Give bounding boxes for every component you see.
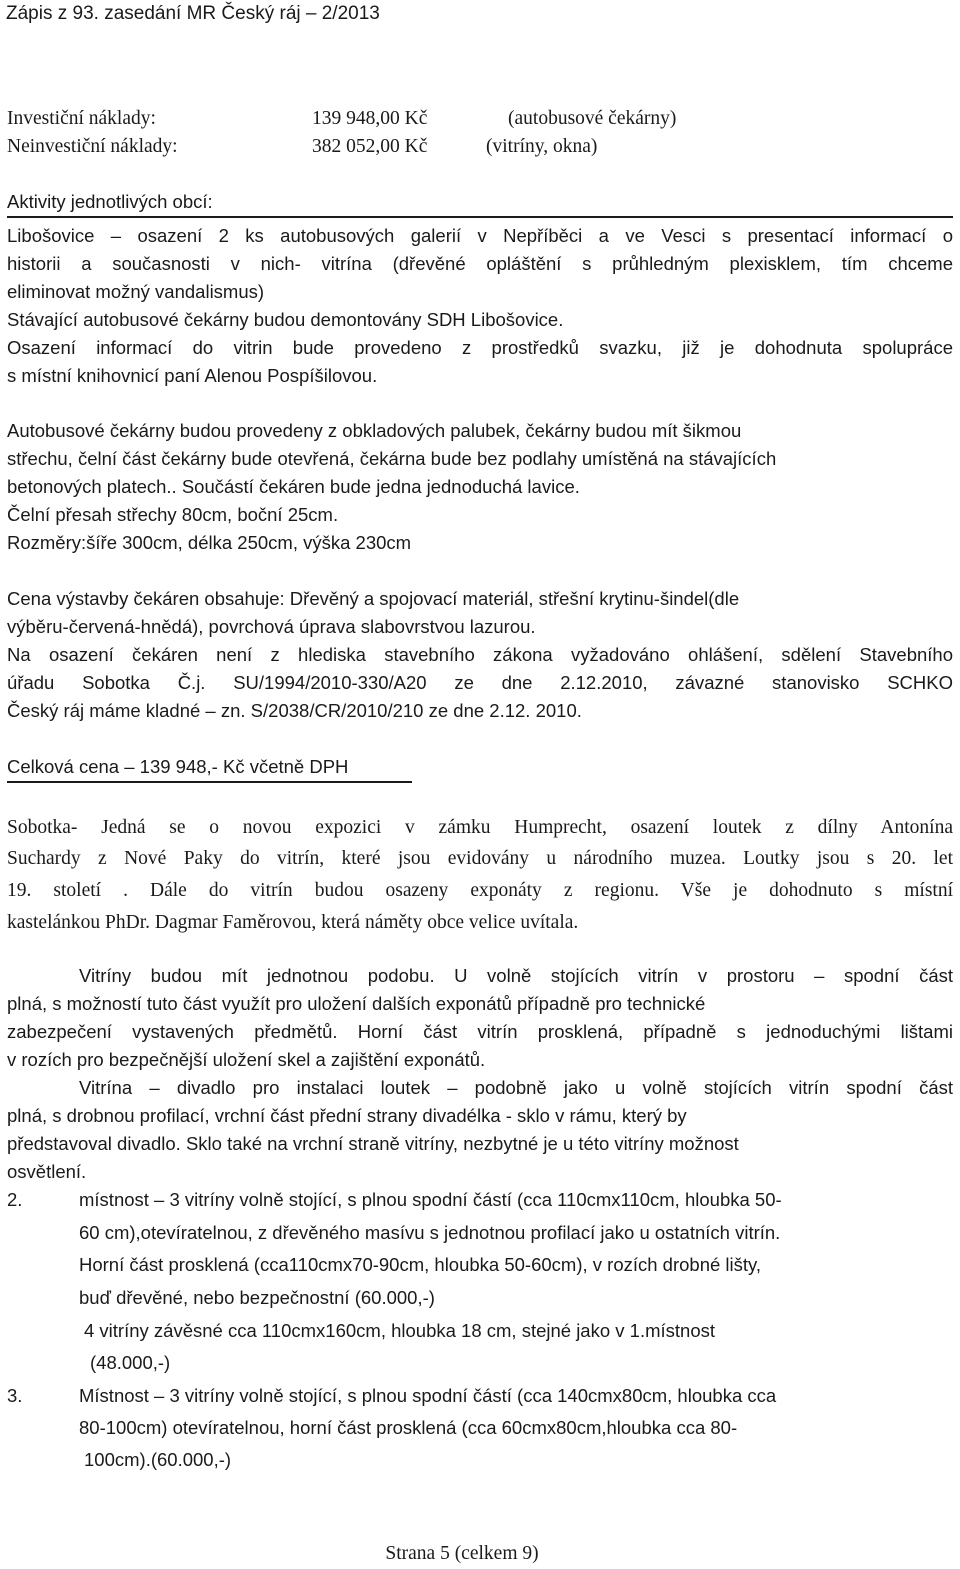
libosovice-line: Osazení informací do vitrin bude provedeno z prostředků svazku, již je dohodnuta spolupráce bbox=[7, 337, 953, 358]
price-line: výběru-červená-hnědá), povrchová úprava slabovrstvou lazurou. bbox=[7, 616, 536, 637]
shelters-line: střechu, čelní část čekárny bude otevřená, čekárna bude bez podlahy umístěná na stávajících bbox=[7, 448, 777, 469]
libosovice-line: s místní knihovnicí paní Alenou Pospíšilovou. bbox=[7, 365, 378, 386]
divadlo-line: představoval divadlo. Sklo také na vrchní straně vitríny, nezbytné je u této vitríny možnost bbox=[7, 1133, 739, 1154]
libosovice-line: Libošovice – osazení 2 ks autobusových galerií v Nepříběci a ve Vesci s presentací informací o bbox=[7, 225, 953, 246]
price-line: Na osazení čekáren není z hlediska stavebního zákona vyžadováno ohlášení, sdělení Stavebního bbox=[7, 644, 953, 665]
item2-line: (48.000,-) bbox=[90, 1352, 171, 1373]
price-line: Cena výstavby čekáren obsahuje: Dřevěný a spojovací materiál, střešní krytinu-šindel(dle bbox=[7, 588, 740, 609]
divadlo-line: Vitrína – divadlo pro instalaci loutek – podobně jako u volně stojících vitrín spodní část bbox=[79, 1077, 953, 1098]
sobotka-line: Suchardy z Nové Paky do vitrín, které jsou evidovány u národního muzea. Loutky jsou s 20. let bbox=[7, 848, 953, 869]
heading-underline-rule bbox=[7, 216, 953, 218]
vitriny-line: zabezpečení vystavených předmětů. Horní část vitrín prosklená, případně s jednoduchými lištami bbox=[7, 1021, 953, 1042]
investment-value: 139 948,00 Kč bbox=[312, 108, 428, 129]
price-line: úřadu Sobotka Č.j. SU/1994/2010-330/A20 ze dne 2.12.2010, závazné stanovisko SCHKO bbox=[7, 672, 953, 693]
item2-line: buď dřevěné, nebo bezpečnostní (60.000,-) bbox=[79, 1287, 435, 1308]
item2-line: místnost – 3 vitríny volně stojící, s plnou spodní částí (cca 110cmx110cm, hloubka 50- bbox=[79, 1189, 782, 1210]
vitriny-line: Vitríny budou mít jednotnou podobu. U volně stojících vitrín v prostoru – spodní část bbox=[79, 965, 953, 986]
libosovice-line: Stávající autobusové čekárny budou demontovány SDH Libošovice. bbox=[7, 309, 564, 330]
page-number-footer: Strana 5 (celkem 9) bbox=[385, 1543, 539, 1564]
libosovice-line: historii a současnosti v nich- vitrína (dřevěné opláštění s průhledným plexisklem, tím chceme bbox=[7, 253, 953, 274]
item2-line: 4 vitríny závěsné cca 110cmx160cm, hloubka 18 cm, stejné jako v 1.místnost bbox=[84, 1320, 716, 1341]
item3-line: 100cm).(60.000,-) bbox=[84, 1449, 232, 1470]
activities-heading: Aktivity jednotlivých obcí: bbox=[7, 191, 213, 212]
list-number: 3. bbox=[7, 1385, 23, 1406]
shelters-line: betonových platech.. Součástí čekáren bude jedna jednoduchá lavice. bbox=[7, 476, 580, 497]
noninvestment-note: (vitríny, okna) bbox=[486, 136, 598, 157]
libosovice-line: eliminovat možný vandalismus) bbox=[7, 281, 265, 302]
noninvestment-value: 382 052,00 Kč bbox=[312, 136, 428, 157]
divadlo-line: osvětlení. bbox=[7, 1161, 87, 1182]
item2-line: Horní část prosklená (cca110cmx70-90cm, hloubka 50-60cm), v rozích drobné lišty, bbox=[79, 1254, 762, 1275]
item2-line: 60 cm),otevíratelnou, z dřevěného masívu s jednotnou profilací jako u ostatních vitrín. bbox=[79, 1222, 781, 1243]
shelters-line: Čelní přesah střechy 80cm, boční 25cm. bbox=[7, 504, 339, 525]
total-price-underline bbox=[7, 781, 412, 783]
divadlo-line: plná, s drobnou profilací, vrchní část přední strany divadélka - sklo v rámu, který by bbox=[7, 1105, 687, 1126]
total-price: Celková cena – 139 948,- Kč včetně DPH bbox=[7, 756, 349, 777]
shelters-line: Rozměry:šíře 300cm, délka 250cm, výška 230cm bbox=[7, 532, 412, 553]
investment-note: (autobusové čekárny) bbox=[508, 108, 677, 129]
item3-line: 80-100cm) otevíratelnou, horní část prosklená (cca 60cmx80cm,hloubka cca 80- bbox=[79, 1417, 738, 1438]
noninvestment-label: Neinvestiční náklady: bbox=[7, 136, 178, 157]
vitriny-line: v rozích pro bezpečnější uložení skel a zajištění exponátů. bbox=[7, 1049, 486, 1070]
investment-label: Investiční náklady: bbox=[7, 108, 156, 129]
sobotka-line: 19. století . Dále do vitrín budou osazeny exponáty z regionu. Vše je dohodnuto s místní bbox=[7, 880, 953, 901]
page-header-title: Zápis z 93. zasedání MR Český ráj – 2/2013 bbox=[6, 3, 380, 24]
list-number: 2. bbox=[7, 1189, 23, 1210]
sobotka-line: kastelánkou PhDr. Dagmar Faměrovou, která náměty obce velice uvítala. bbox=[7, 912, 579, 933]
vitriny-line: plná, s možností tuto část využít pro uložení dalších exponátů případně pro technické bbox=[7, 993, 706, 1014]
price-line: Český ráj máme kladné – zn. S/2038/CR/2010/210 ze dne 2.12. 2010. bbox=[7, 700, 582, 721]
shelters-line: Autobusové čekárny budou provedeny z obkladových palubek, čekárny budou mít šikmou bbox=[7, 420, 742, 441]
item3-line: Místnost – 3 vitríny volně stojící, s plnou spodní částí (cca 140cmx80cm, hloubka cca bbox=[79, 1385, 777, 1406]
sobotka-line: Sobotka- Jedná se o novou expozici v zámku Humprecht, osazení loutek z dílny Antonína bbox=[7, 817, 953, 838]
